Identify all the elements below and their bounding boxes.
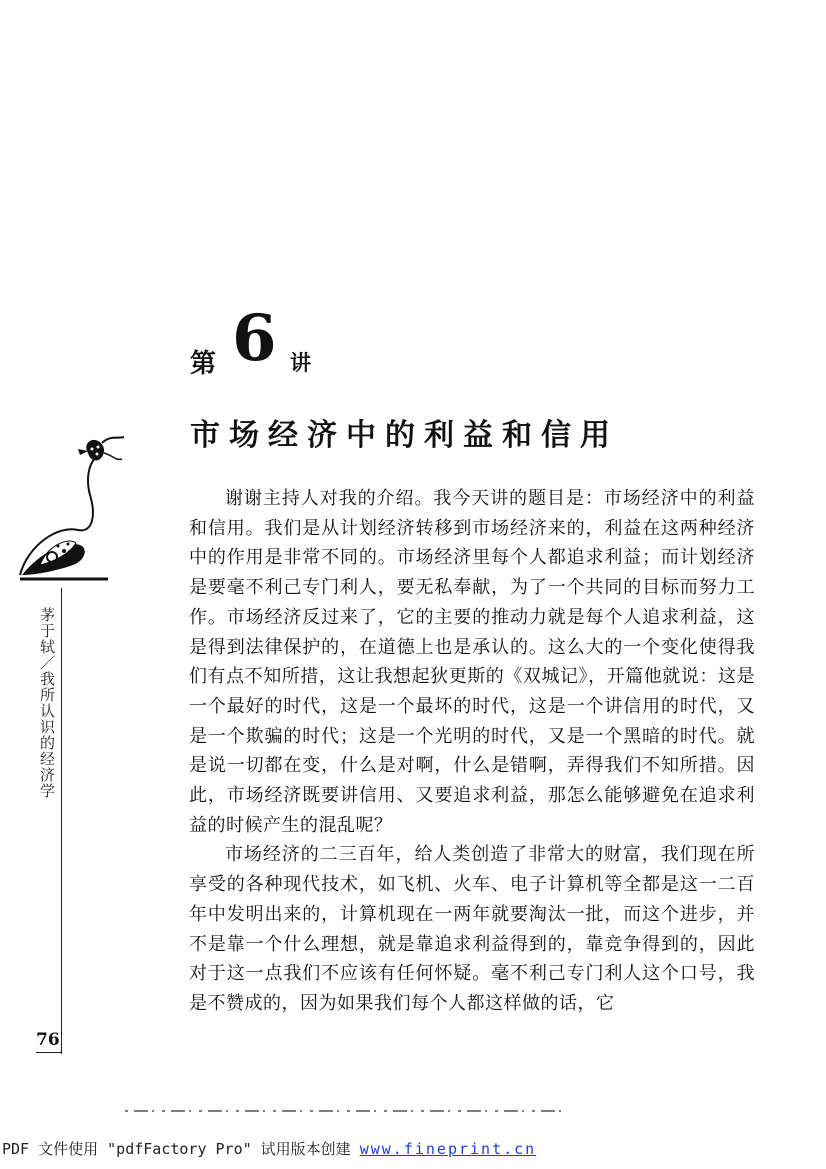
pdf-footer — [2, 1138, 536, 1159]
scan-artifact-line — [125, 1109, 565, 1113]
paragraph: 谢谢主持人对我的介绍。我今天讲的题目是：市场经济中的利益和信用。我们是从计划经济转移到市场经济来的，利益在这两种经济中的作用是非常不同的。市场经济里每个人都追求利益；而计划经济是要毫不利己专门利人，要无私奉献，为了一个共同的目标而努力工作。市场经济反过来了，它的主要的推动力就是每个人追求利益，这是得到法律保护的，在道德上也是承认的。这么大的一个变化使得我们有点不知所措，这让我想起狄更斯的《双城记》，开篇他就说：这是一个最好的时代，这是一个最坏的时代，这是一个讲信用的时代，又是一个欺骗的时代；这是一个光明的时代，又是一个黑暗的时代。就是说一切都在变，什么是对啊，什么是错啊，弄得我们不知所措。因此，市场经济既要讲信用、又要追求利益，那怎么能够避免在追求利益的时候产生的混乱呢？ — [189, 488, 755, 836]
chapter-heading — [190, 301, 390, 379]
chapter-title: 市场经济中的利益和信用 — [190, 418, 619, 453]
sidebar-rule — [61, 588, 62, 1054]
paragraph: 市场经济的二三百年，给人类创造了非常大的财富，我们现在所享受的各种现代技术，如飞机、火车、电子计算机等全都是这一二百年中发明出来的，计算机现在一两年就要淘汰一批，而这个进步，并不是靠一个什么理想，就是靠追求利益得到的，靠竞争得到的，因此对于这一点我们不应该有任何怀疑。毫不利己专门利人这个口号，我是不赞成的，因为如果我们每个人都这样做的话，它 — [189, 844, 755, 1014]
bird-ornament-icon — [18, 435, 126, 585]
body-text — [189, 484, 755, 1019]
sidebar-author-book: 茅于轼／我所认识的经济学 — [38, 607, 56, 799]
page-number-rule — [36, 1052, 62, 1053]
chapter-prefix: 第 — [190, 349, 217, 379]
page-number: 76 — [36, 1030, 60, 1050]
footer-link[interactable]: www.fineprint.cn — [359, 1140, 537, 1158]
chapter-suffix: 讲 — [290, 350, 311, 375]
chapter-number: 6 — [232, 301, 277, 376]
footer-text: PDF 文件使用 "pdfFactory Pro" 试用版本创建 — [2, 1140, 360, 1158]
